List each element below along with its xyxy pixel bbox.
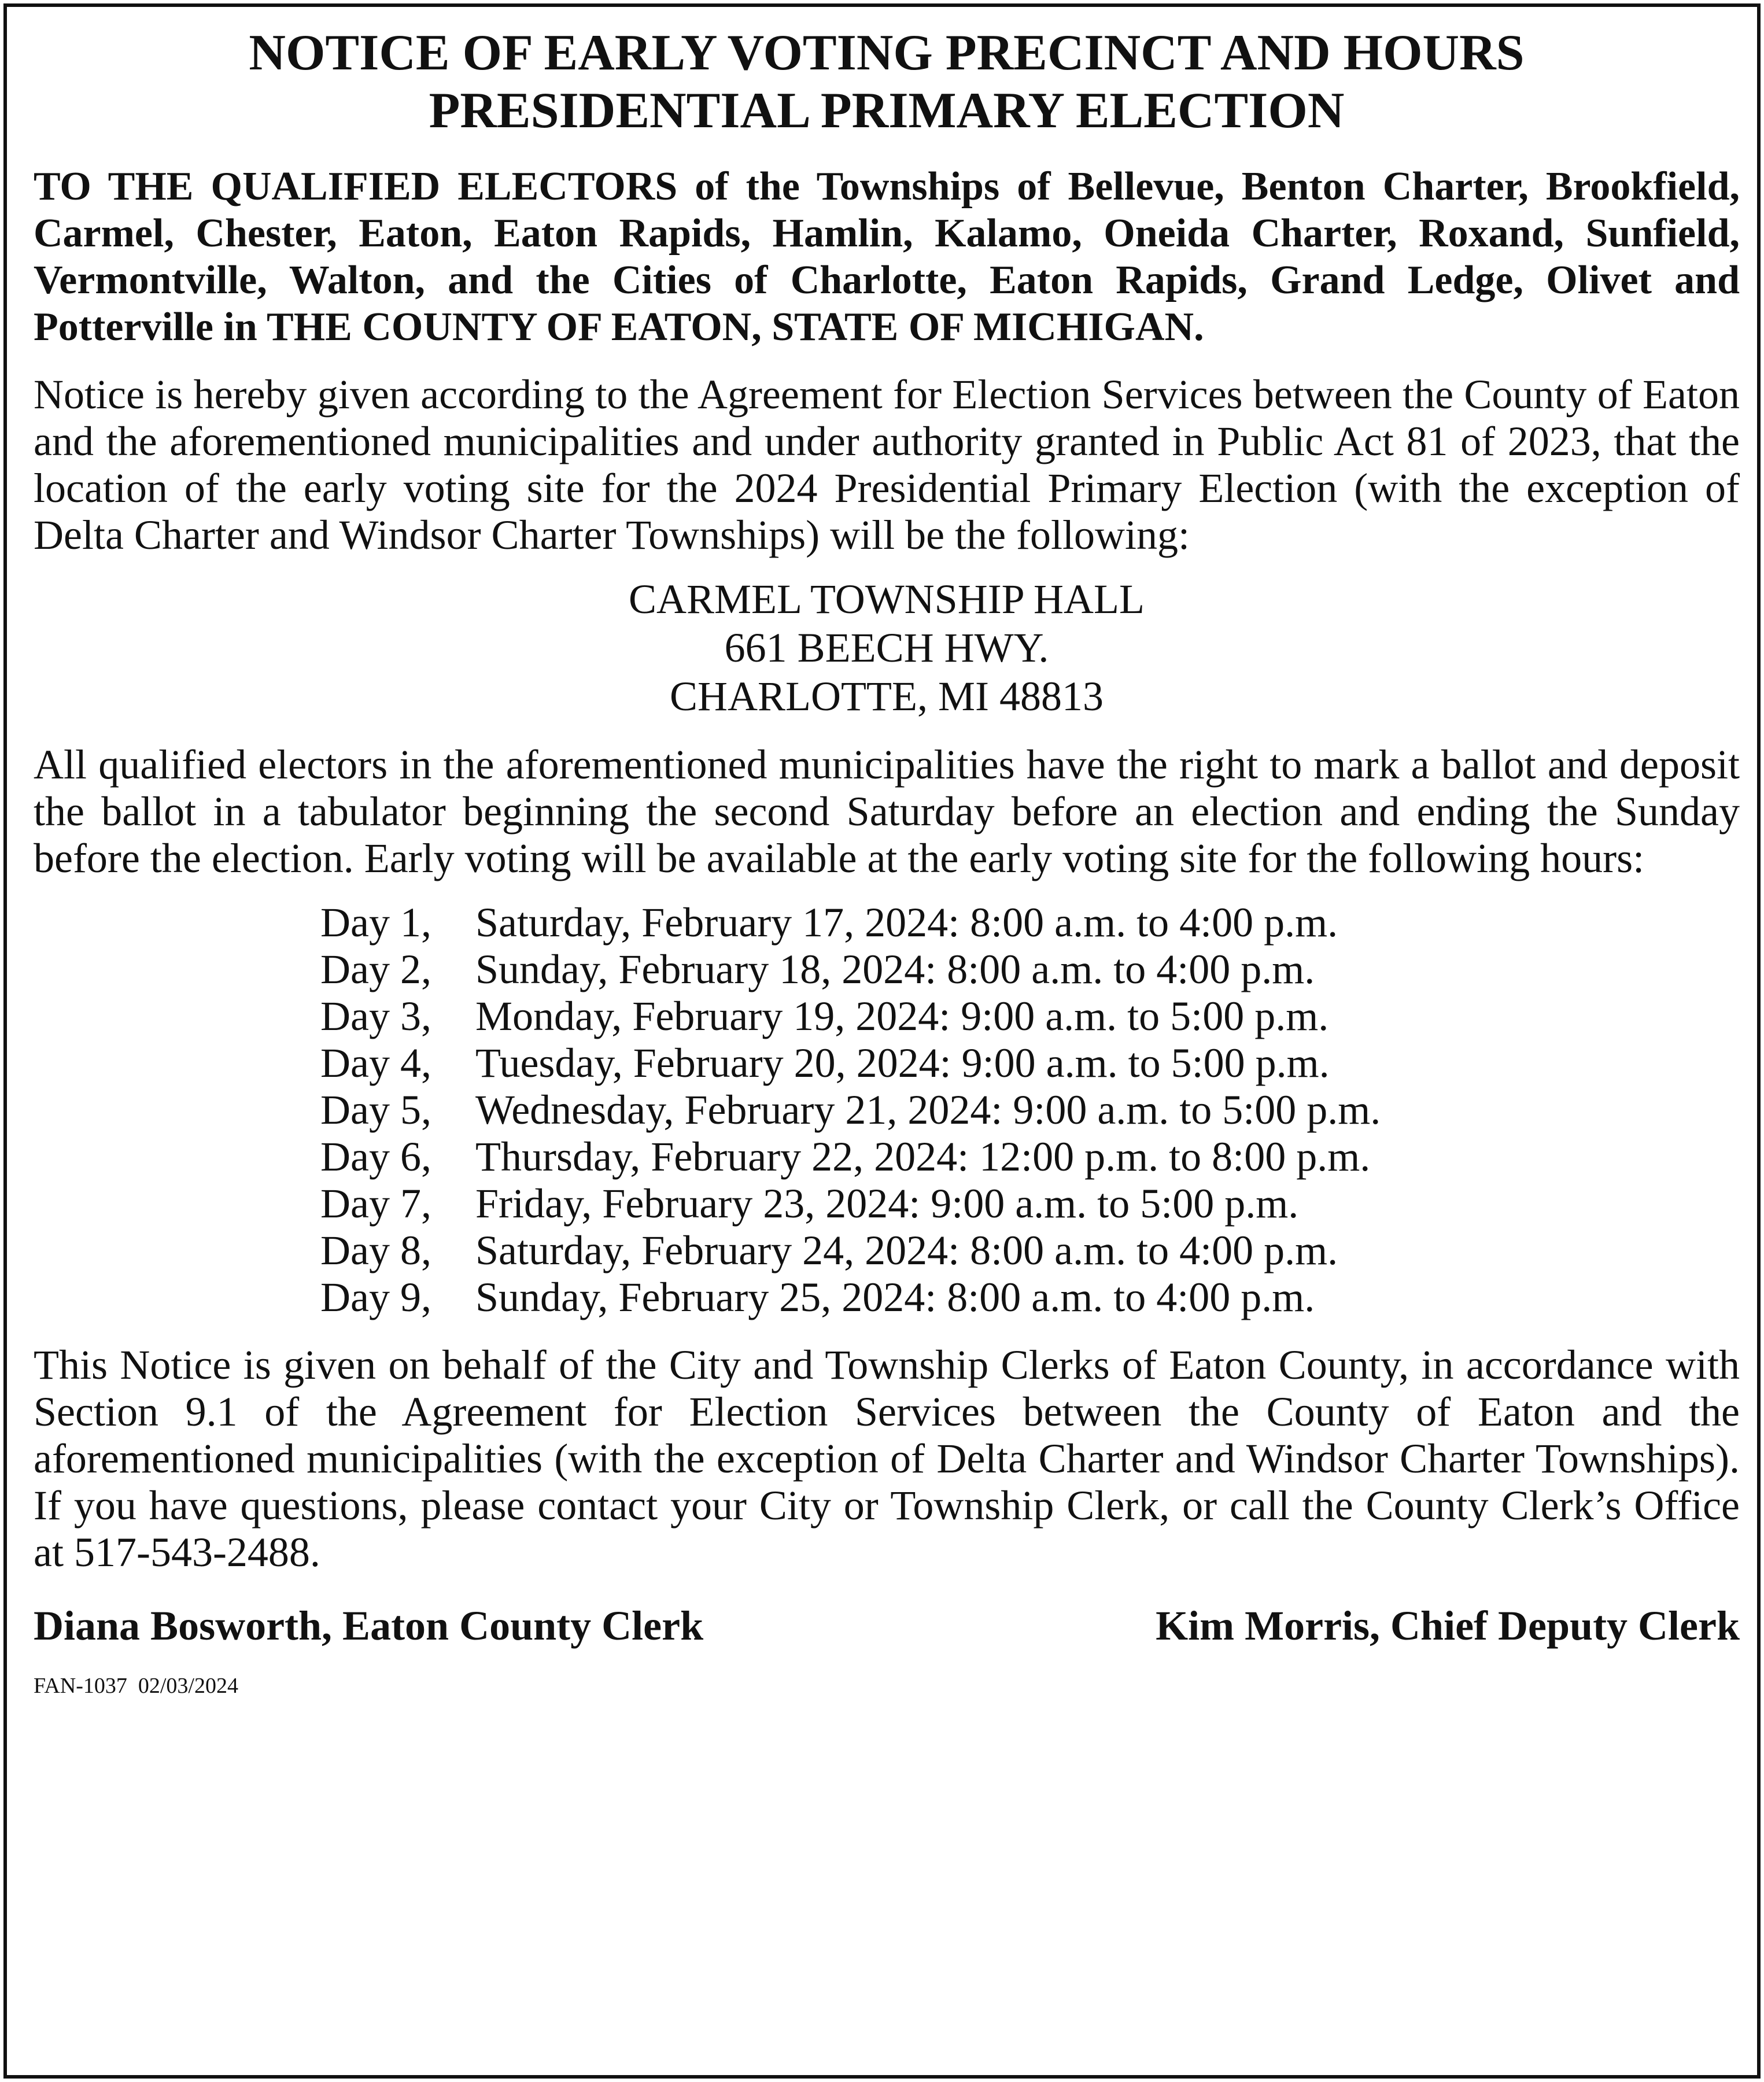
day-details: Sunday, February 25, 2024: 8:00 a.m. to 4:00 p.m. bbox=[475, 1274, 1315, 1320]
day-label: Day 5, bbox=[320, 1087, 431, 1133]
day-details: Friday, February 23, 2024: 9:00 a.m. to 5:00 p.m. bbox=[475, 1180, 1299, 1227]
hours-row bbox=[320, 899, 1740, 946]
hours-row bbox=[320, 1040, 1740, 1087]
day-details: Wednesday, February 21, 2024: 9:00 a.m. to 5:00 p.m. bbox=[475, 1087, 1381, 1133]
day-details: Saturday, February 17, 2024: 8:00 a.m. to 4:00 p.m. bbox=[475, 899, 1338, 946]
day-label: Day 6, bbox=[320, 1134, 431, 1180]
closing-paragraph: This Notice is given on behalf of the City and Township Clerks of Eaton County, in accordance with Section 9.1 of the Agreement for Election Services between the County of Eaton and the aforementioned municipalities (with the exception of Delta Charter and Windsor Charter Townships). If you have questions, please contact your City or Township Clerk, or call the County Clerk’s Office at 517-543-2488. bbox=[34, 1342, 1740, 1575]
hours-row bbox=[320, 1134, 1740, 1180]
hours-row bbox=[320, 1180, 1740, 1227]
day-label: Day 1, bbox=[320, 899, 431, 946]
hours-row bbox=[320, 946, 1740, 993]
signature-block bbox=[34, 1601, 1740, 1650]
site-name: CARMEL TOWNSHIP HALL bbox=[628, 576, 1145, 622]
day-label: Day 3, bbox=[320, 993, 431, 1039]
signature-county-clerk: Diana Bosworth, Eaton County Clerk bbox=[34, 1603, 704, 1649]
day-label: Day 9, bbox=[320, 1274, 431, 1320]
addressee-paragraph: TO THE QUALIFIED ELECTORS of the Townships of Bellevue, Benton Charter, Brookfield, Carmel, Chester, Eaton, Eaton Rapids, Hamlin, Kalamo, Oneida Charter, Roxand, Sunfield, Vermontville, Walton, and the Cities of Charlotte, Eaton Rapids, Grand Ledge, Olivet and Potterville in THE COUNTY OF EATON, STATE OF MICHIGAN. bbox=[34, 164, 1740, 349]
hours-row bbox=[320, 993, 1740, 1040]
signature-deputy-clerk: Kim Morris, Chief Deputy Clerk bbox=[1156, 1603, 1740, 1649]
title-line-2: PRESIDENTIAL PRIMARY ELECTION bbox=[429, 83, 1345, 139]
day-label: Day 7, bbox=[320, 1180, 431, 1227]
day-label: Day 4, bbox=[320, 1040, 431, 1086]
hours-row bbox=[320, 1274, 1740, 1321]
day-details: Tuesday, February 20, 2024: 9:00 a.m. to 5:00 p.m. bbox=[475, 1040, 1330, 1086]
site-city: CHARLOTTE, MI 48813 bbox=[670, 673, 1104, 719]
reference-code: FAN-1037 02/03/2024 bbox=[34, 1674, 238, 1698]
notice-content bbox=[34, 24, 1740, 1699]
day-label: Day 2, bbox=[320, 946, 431, 992]
voting-hours-list bbox=[320, 899, 1740, 1321]
intro-paragraph: Notice is hereby given according to the Agreement for Election Services between the County of Eaton and the aforementioned municipalities and under authority granted in Public Act 81 of 2023, that the location of the early voting site for the 2024 Presidential Primary Election (with the exception of Delta Charter and Windsor Charter Townships) will be the following: bbox=[34, 371, 1740, 558]
day-label: Day 8, bbox=[320, 1227, 431, 1273]
notice-border bbox=[3, 3, 1761, 2079]
day-details: Sunday, February 18, 2024: 8:00 a.m. to 4:00 p.m. bbox=[475, 946, 1315, 992]
hours-row bbox=[320, 1227, 1740, 1274]
title-line-1: NOTICE OF EARLY VOTING PRECINCT AND HOURS bbox=[249, 25, 1525, 81]
early-voting-site bbox=[34, 575, 1740, 721]
hours-row bbox=[320, 1087, 1740, 1134]
rights-paragraph: All qualified electors in the aforementioned municipalities have the right to mark a ballot and deposit the ballot in a tabulator beginning the second Saturday before an election and ending the Sunday before the election. Early voting will be available at the early voting site for the following hours: bbox=[34, 741, 1740, 881]
site-street: 661 BEECH HWY. bbox=[724, 625, 1049, 671]
notice-title bbox=[34, 24, 1740, 140]
day-details: Saturday, February 24, 2024: 8:00 a.m. to 4:00 p.m. bbox=[475, 1227, 1338, 1273]
day-details: Monday, February 19, 2024: 9:00 a.m. to 5:00 p.m. bbox=[475, 993, 1329, 1039]
day-details: Thursday, February 22, 2024: 12:00 p.m. to 8:00 p.m. bbox=[475, 1134, 1371, 1180]
